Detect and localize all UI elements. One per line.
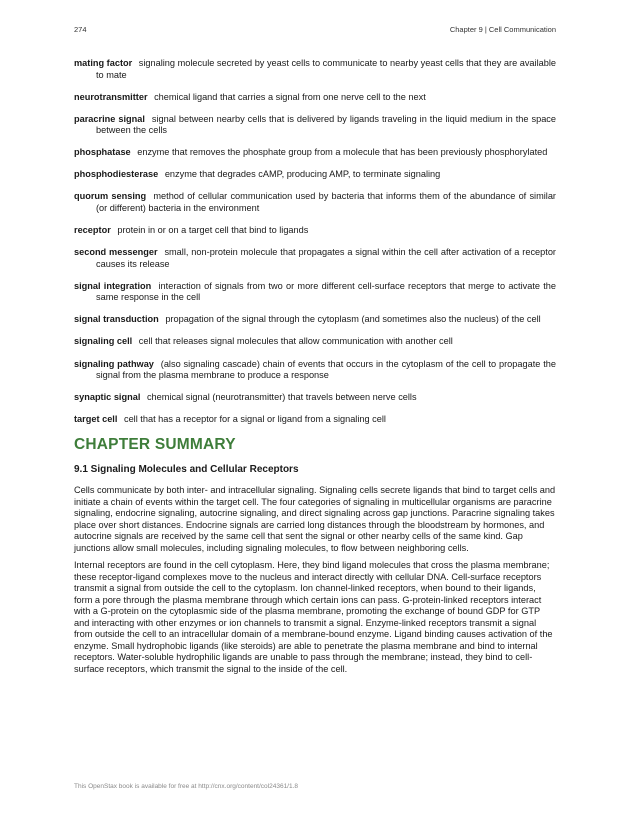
glossary-term: phosphodiesterase	[74, 169, 159, 180]
glossary-entry	[74, 225, 556, 237]
glossary-entry	[74, 191, 556, 214]
glossary-term: phosphatase	[74, 147, 131, 158]
chapter-title: Chapter 9 | Cell Communication	[449, 25, 556, 34]
summary-paragraph: Cells communicate by both inter- and intracellular signaling. Signaling cells secrete ligands that bind to target cells and initiate a chain of events within the target cell. The four categories of signaling in multicellular organisms are paracrine signaling, endocrine signaling, autocrine signaling, and direct signaling across gap junctions. Paracrine signaling takes place over short distances. Endocrine signals are carried long distances through the bloodstream by hormones, and autocrine signals are received by the same cell that sent the signal or other nearby cells of the same kind. Gap junctions allow small molecules, including signaling molecules, to flow between neighboring cells.	[74, 485, 556, 553]
glossary-term: receptor	[74, 225, 111, 236]
page-number: 274	[74, 25, 87, 34]
glossary-definition: enzyme that removes the phosphate group from a molecule that has been previously phosphorylated	[137, 147, 548, 158]
glossary-entry	[74, 58, 556, 81]
glossary-definition: signal between nearby cells that is delivered by ligands traveling in the liquid medium in the space between the cells	[96, 113, 557, 136]
glossary-entry	[74, 147, 556, 159]
glossary-entry	[74, 281, 556, 304]
glossary-definition: protein in or on a target cell that bind to ligands	[117, 225, 309, 236]
glossary-term: target cell	[74, 414, 118, 425]
glossary-term: signaling cell	[74, 336, 133, 347]
glossary-definition: interaction of signals from two or more different cell-surface receptors that merge to activate the same response in the cell	[96, 280, 556, 303]
chapter-summary-title: CHAPTER SUMMARY	[74, 436, 236, 454]
glossary-list	[74, 58, 556, 426]
glossary-entry	[74, 359, 556, 382]
glossary-entry	[74, 92, 556, 104]
glossary-entry	[74, 314, 556, 326]
glossary-definition: small, non-protein molecule that propagates a signal within the cell after activation of a receptor causes its release	[96, 247, 556, 269]
glossary-entry	[74, 247, 556, 270]
glossary-entry	[74, 392, 556, 404]
glossary-definition: signaling molecule secreted by yeast cells to communicate to nearby yeast cells that they are available to mate	[96, 58, 556, 80]
glossary-term: mating factor	[74, 58, 133, 68]
glossary-term: second messenger	[74, 247, 158, 258]
glossary-definition: (also signaling cascade) chain of events that occurs in the cytoplasm of the cell to propagate the signal from the plasma membrane to produce a response	[96, 358, 556, 381]
glossary-definition: enzyme that degrades cAMP, producing AMP, to terminate signaling	[164, 169, 441, 180]
summary-paragraph: Internal receptors are found in the cell cytoplasm. Here, they bind ligand molecules that cross the plasma membrane; these receptor-ligand complexes move to the nucleus and interact directly with cellular DNA. Cell-surface receptors transmit a signal from outside the cell to the cytoplasm. Ion channel-linked receptors, when bound to their ligands, form a pore through the plasma membrane through which certain ions can pass. G-protein-linked receptors interact with a G-protein on the cytoplasmic side of the plasma membrane, promoting the exchange of bound GDP for GTP and interacting with other enzymes or ion channels to transmit a signal. Enzyme-linked receptors transmit a signal from outside the cell to an intracellular domain of a membrane-bound enzyme. Ligand binding causes activation of the enzyme. Small hydrophobic ligands (like steroids) are able to penetrate the plasma membrane and bind to internal receptors. Water-soluble hydrophilic ligands are unable to pass through the membrane; instead, they bind to cell-surface receptors, which transmit the signal to the inside of the cell.	[74, 560, 553, 674]
glossary-term: signal transduction	[74, 314, 159, 325]
page-footer: This OpenStax book is available for free at http://cnx.org/content/col24361/1.8	[74, 783, 299, 790]
glossary-definition: propagation of the signal through the cytoplasm (and sometimes also the nucleus) of the cell	[165, 314, 541, 325]
glossary-term: neurotransmitter	[74, 91, 148, 102]
glossary-entry	[74, 336, 556, 348]
glossary-entry	[74, 169, 556, 181]
page-header	[74, 25, 556, 34]
glossary-definition: method of cellular communication used by bacteria that informs them of the abundance of similar (or different) bacteria in the environment	[96, 191, 556, 213]
glossary-entry	[74, 414, 556, 426]
glossary-entry	[74, 114, 556, 137]
glossary-definition: cell that releases signal molecules that allow communication with another cell	[138, 336, 453, 347]
glossary-term: synaptic signal	[74, 392, 141, 403]
glossary-term: paracrine signal	[74, 113, 145, 124]
glossary-definition: chemical signal (neurotransmitter) that travels between nerve cells	[146, 392, 417, 403]
glossary-definition: chemical ligand that carries a signal from one nerve cell to the next	[154, 91, 426, 102]
glossary-term: quorum sensing	[74, 191, 147, 202]
glossary-term: signaling pathway	[74, 358, 154, 369]
section-heading: 9.1 Signaling Molecules and Cellular Receptors	[74, 464, 299, 476]
glossary-term: signal integration	[74, 280, 152, 291]
glossary-definition: cell that has a receptor for a signal or ligand from a signaling cell	[123, 414, 386, 425]
page-content	[74, 58, 556, 681]
